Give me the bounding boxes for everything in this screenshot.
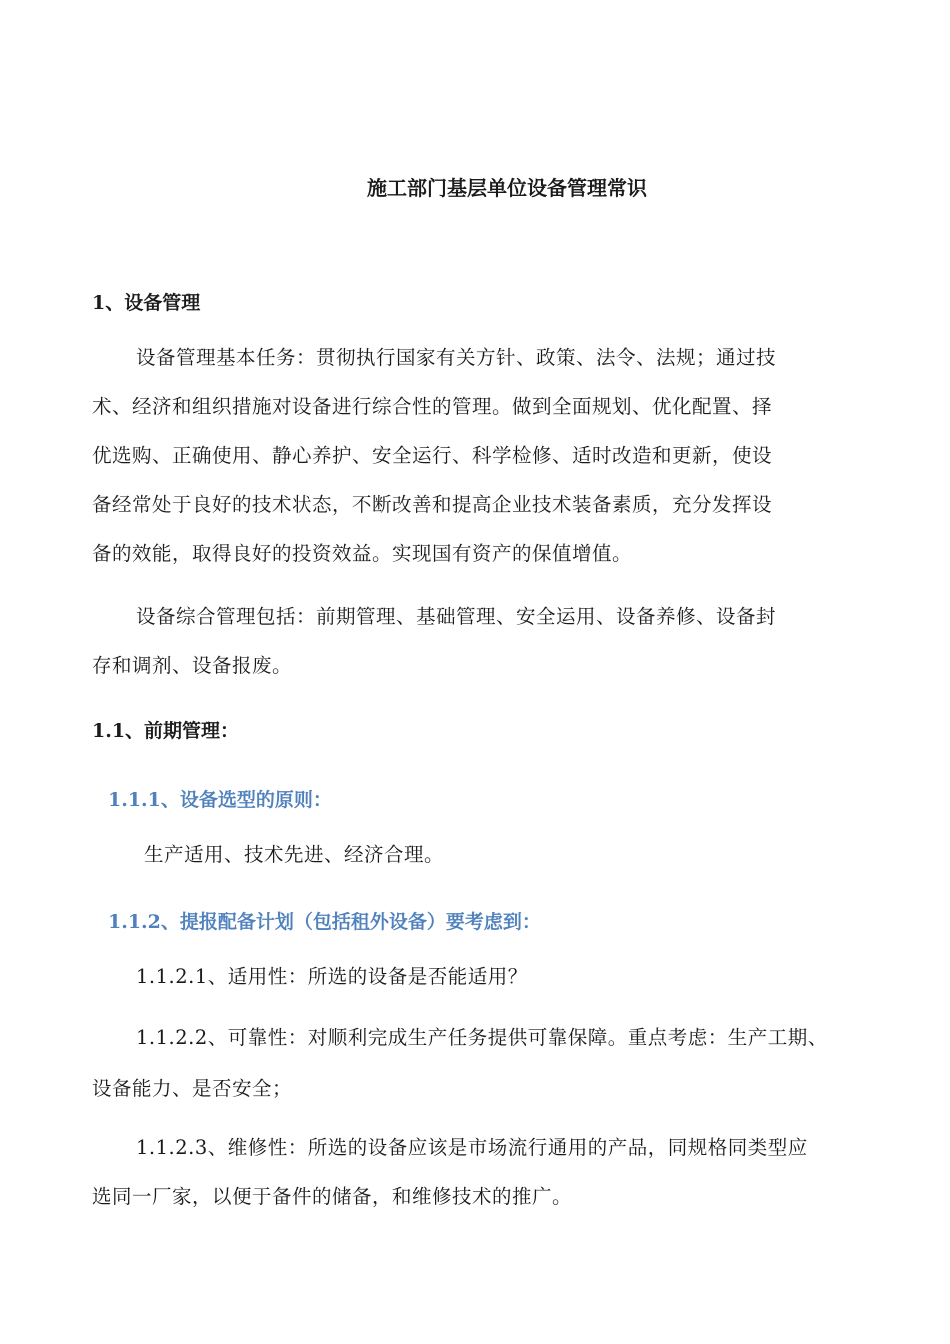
list-item: 1.1.2.3、维修性：所选的设备应该是市场流行通用的产品，同规格同类型应: [136, 1136, 808, 1159]
list-item-continuation: 设备能力、是否安全；: [92, 1077, 293, 1100]
section-heading-1: 1、设备管理: [92, 292, 201, 314]
list-item: 1.1.2.2、可靠性：对顺利完成生产任务提供可靠保障。重点考虑：生产工期、: [136, 1026, 828, 1049]
document-title: 施工部门基层单位设备管理常识: [367, 176, 647, 200]
list-item-continuation: 选同一厂家，以便于备件的储备，和维修技术的推广。: [92, 1185, 573, 1208]
section-heading-1-1-2: 1.1.2、提报配备计划（包括租外设备）要考虑到：: [108, 911, 541, 933]
section-heading-1-1-1: 1.1.1、设备选型的原则：: [108, 789, 332, 811]
paragraph-line: 设备管理基本任务：贯彻执行国家有关方针、政策、法令、法规；通过技: [136, 346, 777, 369]
paragraph-line: 优选购、正确使用、静心养护、安全运行、科学检修、适时改造和更新，使设: [92, 444, 773, 467]
paragraph-line: 术、经济和组织措施对设备进行综合性的管理。做到全面规划、优化配置、择: [92, 395, 773, 418]
paragraph-line: 存和调剂、设备报废。: [92, 654, 293, 677]
list-item: 1.1.2.1、适用性：所选的设备是否能适用？: [136, 965, 528, 988]
section-heading-1-1: 1.1、前期管理：: [92, 720, 240, 742]
paragraph-line: 备的效能，取得良好的投资效益。实现国有资产的保值增值。: [92, 542, 633, 565]
paragraph-line: 设备综合管理包括：前期管理、基础管理、安全运用、设备养修、设备封: [136, 605, 777, 628]
paragraph-line: 生产适用、技术先进、经济合理。: [144, 843, 445, 866]
paragraph-line: 备经常处于良好的技术状态，不断改善和提高企业技术装备素质，充分发挥设: [92, 493, 773, 516]
